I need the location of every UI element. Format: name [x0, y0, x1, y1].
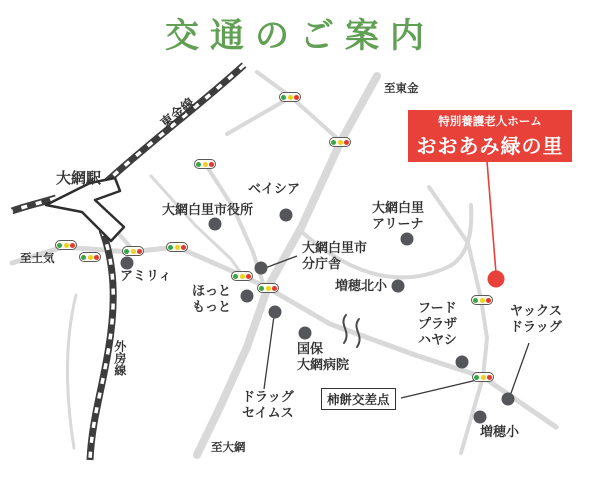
- destination-dot: [488, 271, 505, 288]
- dot-city-hall: [209, 218, 222, 231]
- traffic-light-icon: [279, 92, 301, 102]
- dot-masuho-kita: [392, 280, 405, 293]
- leader-yacks-drug: [510, 343, 529, 396]
- dot-beisia: [280, 209, 293, 222]
- dot-drug-seims: [269, 306, 282, 319]
- map-label-arena: 大網白里 アリーナ: [372, 201, 425, 233]
- map-label-to-oami: 至大網: [211, 440, 246, 454]
- map-label-amiry: アミリィ: [120, 269, 172, 284]
- map-label-drug-seims: ドラッグ セイムス: [242, 390, 294, 422]
- map-label-kokuho-oami-hospital: 国保 大網病院: [297, 342, 350, 374]
- dot-yacks: [502, 393, 515, 406]
- dot-hotto-motto: [241, 290, 254, 303]
- map-label-masuho-kita-elementary: 増穂北小: [335, 279, 388, 294]
- road-top-branch-a: [257, 72, 338, 139]
- traffic-light-icon: [231, 271, 253, 281]
- map-label-beisia: ベイシア: [248, 182, 301, 197]
- dot-arena: [401, 233, 414, 246]
- traffic-light-icon: [194, 159, 216, 169]
- leader-drug-seims: [264, 316, 274, 389]
- destination-label-type: 特別養護老人ホーム: [438, 114, 542, 128]
- traffic-light-icon: [257, 283, 279, 293]
- map-label-station-oami: 大網駅: [56, 169, 102, 187]
- traffic-light-icon: [472, 372, 494, 382]
- destination-label: [408, 110, 572, 162]
- map-label-branch-office: 大網白里市 分庁舎: [302, 241, 368, 273]
- map-label-masuho-elementary: 増穂小: [480, 425, 520, 440]
- dot-amiry: [121, 257, 134, 270]
- traffic-light-icon: [55, 240, 77, 250]
- kakimochi-intersection-box: 柿餅交差点: [321, 388, 396, 410]
- road-city-hall: [151, 176, 243, 276]
- destination-leader-line: [487, 161, 496, 273]
- traffic-light-icon: [166, 242, 188, 252]
- traffic-light-icon: [471, 295, 493, 305]
- map-label-sotobo-line: 外房線: [112, 340, 127, 376]
- railway-sotobo-line: [90, 230, 113, 460]
- road-top-branch-b: [227, 97, 291, 134]
- dot-masuho-elem: [474, 411, 487, 424]
- dot-branch-office: [255, 262, 268, 275]
- page-title: 交通のご案内: [165, 16, 435, 56]
- map-label-to-toke: 至土気: [20, 251, 55, 265]
- leader-kakimochi: [401, 380, 477, 398]
- traffic-light-icon: [79, 252, 101, 262]
- traffic-light-icon: [122, 246, 144, 256]
- dot-food-plaza: [456, 356, 469, 369]
- destination-label-name: おおあみ緑の里: [416, 134, 564, 158]
- road-west-curve: [67, 295, 76, 448]
- map-label-hotto-motto: ほっと もっと: [192, 284, 232, 316]
- map-label-yacks-drug: ヤックス ドラッグ: [510, 304, 562, 336]
- traffic-light-icon: [329, 137, 351, 147]
- dot-hospital: [299, 327, 312, 340]
- map-label-togane-line: 東金線: [158, 95, 199, 132]
- map-label-city-hall: 大網白里市役所: [162, 203, 254, 218]
- map-label-to-togane: 至東金: [384, 81, 419, 95]
- map-label-food-plaza-hayashi: フード プラザ ハヤシ: [418, 301, 458, 349]
